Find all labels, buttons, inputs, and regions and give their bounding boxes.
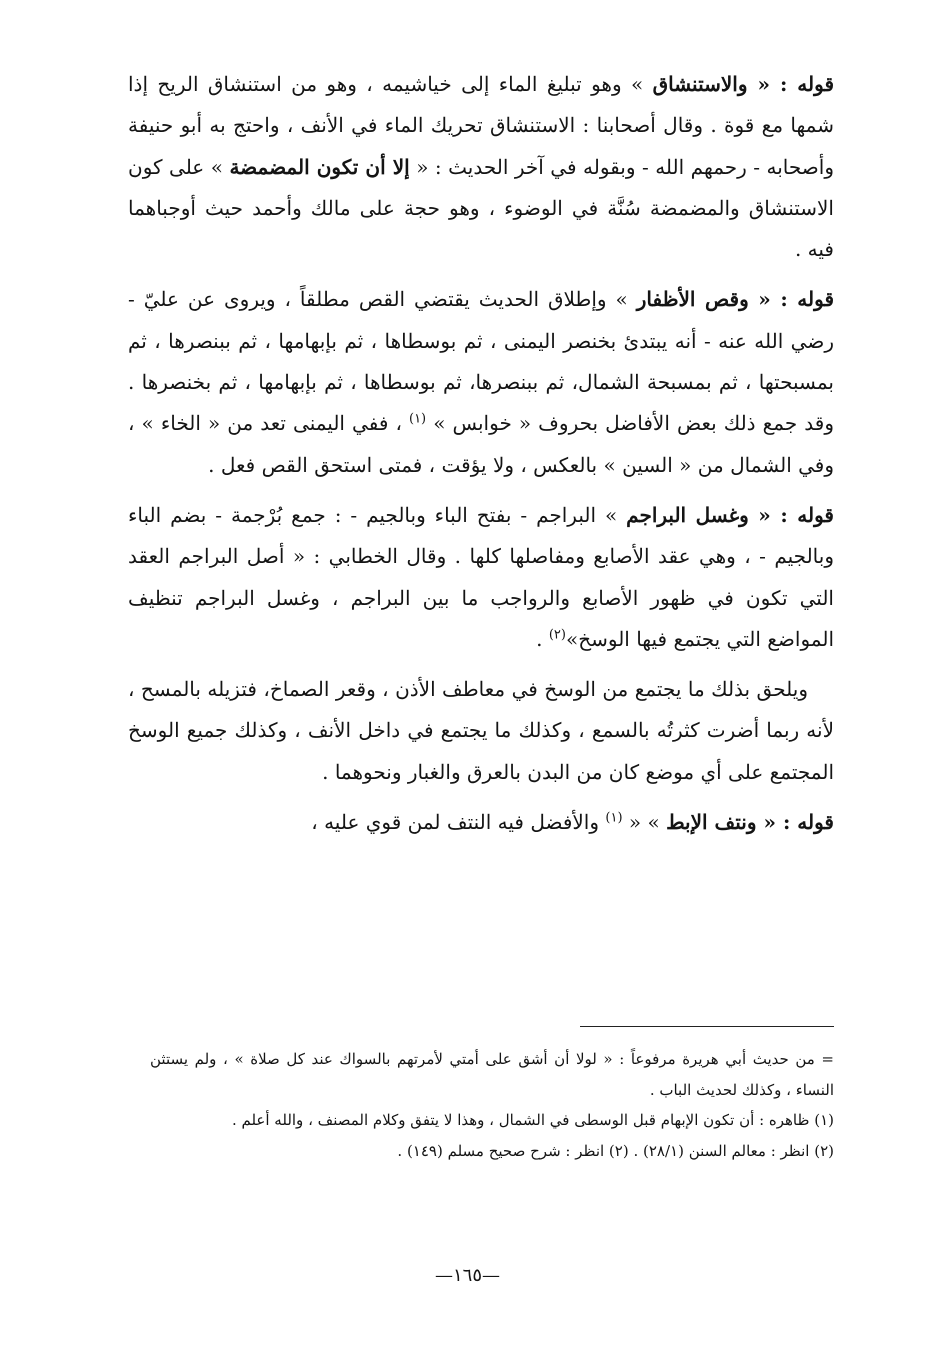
commentary-text: . bbox=[536, 626, 549, 651]
commentary-text: » وإطلاق الحديث يقتضي القص مطلقاً ، ويروى عن عليّ - رضي الله عنه - أنه يبتدئ بخنصر اليمنى ، ثم بوسطاها ، ثم بإبهامها ، ثم ببنصرها ، ثم بمسبحتها ، ثم بمسبحة الشمال، ثم ببنصرها، ثم بوسطاها ، ثم بإبهامها ، ثم بخنصرها . وقد جمع ذلك بعض الأفاضل بحروف « خوابس » bbox=[128, 287, 835, 436]
footnotes bbox=[150, 1044, 834, 1166]
paragraph-istinshaq bbox=[128, 64, 834, 270]
commentary-text: » وهو تبليغ الماء إلى خياشيمه ، وهو من استنشاق الريح إذا شمها مع قوة . وقال أصحابنا : الاستنشاق تحريك الماء في الأنف ، واحتج به أبو حنيفة وأصحابه - رحمهم الله - وبقوله في آخر الحديث : « bbox=[128, 72, 834, 179]
commentary-text: » على كون الاستنشاق والمضمضة سُنَّة في الوضوء ، وهو حجة على مالك وأحمد حيث أوجباهما فيه . bbox=[128, 154, 834, 262]
qawluhu-label: قوله : « bbox=[756, 810, 834, 835]
footnote-ref-1[interactable]: (١) bbox=[408, 411, 427, 427]
keyword: وقص الأظفار bbox=[636, 287, 749, 312]
paragraph-natf-al-ibt bbox=[128, 802, 834, 843]
qawluhu-label: قوله : « bbox=[748, 502, 834, 527]
footnote-ref-2[interactable]: (٢) bbox=[548, 627, 566, 643]
keyword: إلا أن تكون المضمضة bbox=[229, 154, 410, 179]
paragraph-qass-al-azfar bbox=[128, 279, 834, 485]
footnote-ref-1b[interactable]: (١) bbox=[605, 810, 623, 826]
commentary-text: ويلحق بذلك ما يجتمع من الوسخ في معاطف الأذن ، وقعر الصماخ، فتزيله بالمسح ، لأنه ربما أضرت كثرتُه بالسمع ، وكذلك ما يجتمع في داخل الأنف ، وكذلك جميع الوسخ المجتمع على أي موضع كان من البدن بالعرق والغبار ونحوهما . bbox=[128, 677, 834, 784]
commentary-text: » « bbox=[622, 810, 667, 835]
commentary-text: والأفضل فيه النتف لمن قوي عليه ، bbox=[311, 810, 606, 835]
paragraph-baraajim bbox=[128, 495, 834, 660]
qawluhu-label: قوله : « bbox=[747, 72, 834, 96]
footnote-separator bbox=[580, 1026, 834, 1027]
keyword: والاستنشاق bbox=[652, 72, 748, 96]
qawluhu-label: قوله : « bbox=[748, 287, 835, 312]
keyword: وغسل البراجم bbox=[626, 502, 749, 527]
commentary-text: ، ففي اليمنى تعد من « الخاء » ، وفي الشمال من « السين » بالعكس ، ولا يؤقت ، فمتى استحق القص فعل . bbox=[128, 411, 834, 477]
keyword: ونتف الإبط bbox=[666, 810, 757, 835]
footnote-2: (٢) انظر : معالم السنن (٢٨/١) . (٢) انظر : شرح صحيح مسلم (١٤٩) . bbox=[397, 1141, 834, 1160]
paragraph-wasakh bbox=[128, 669, 834, 793]
page-number: —١٦٥— bbox=[434, 1265, 500, 1286]
commentary-text: » البراجم - بفتح الباء وبالجيم - : جمع بُرْجمة - بضم الباء وبالجيم - ، وهي عقد الأصابع ومفاصلها كلها . وقال الخطابي : « أصل البراجم العقد التي تكون في ظهور الأصابع والرواجب ما بين البراجم ، وغسل البراجم تنظيف المواضع التي يجتمع فيها الوسخ» bbox=[128, 502, 834, 651]
footnote-continued: = من حديث أبي هريرة مرفوعاً : « لولا أن أشق على أمتي لأمرتهم بالسواك عند كل صلاة » ، ولم يستثن النساء ، وكذلك لحديث الباب . bbox=[150, 1050, 834, 1099]
main-text bbox=[128, 64, 834, 843]
footnote-1: (١) ظاهره : أن تكون الإبهام قبل الوسطى في الشمال ، وهذا لا يتفق وكلام المصنف ، والله أعلم . bbox=[231, 1111, 834, 1129]
